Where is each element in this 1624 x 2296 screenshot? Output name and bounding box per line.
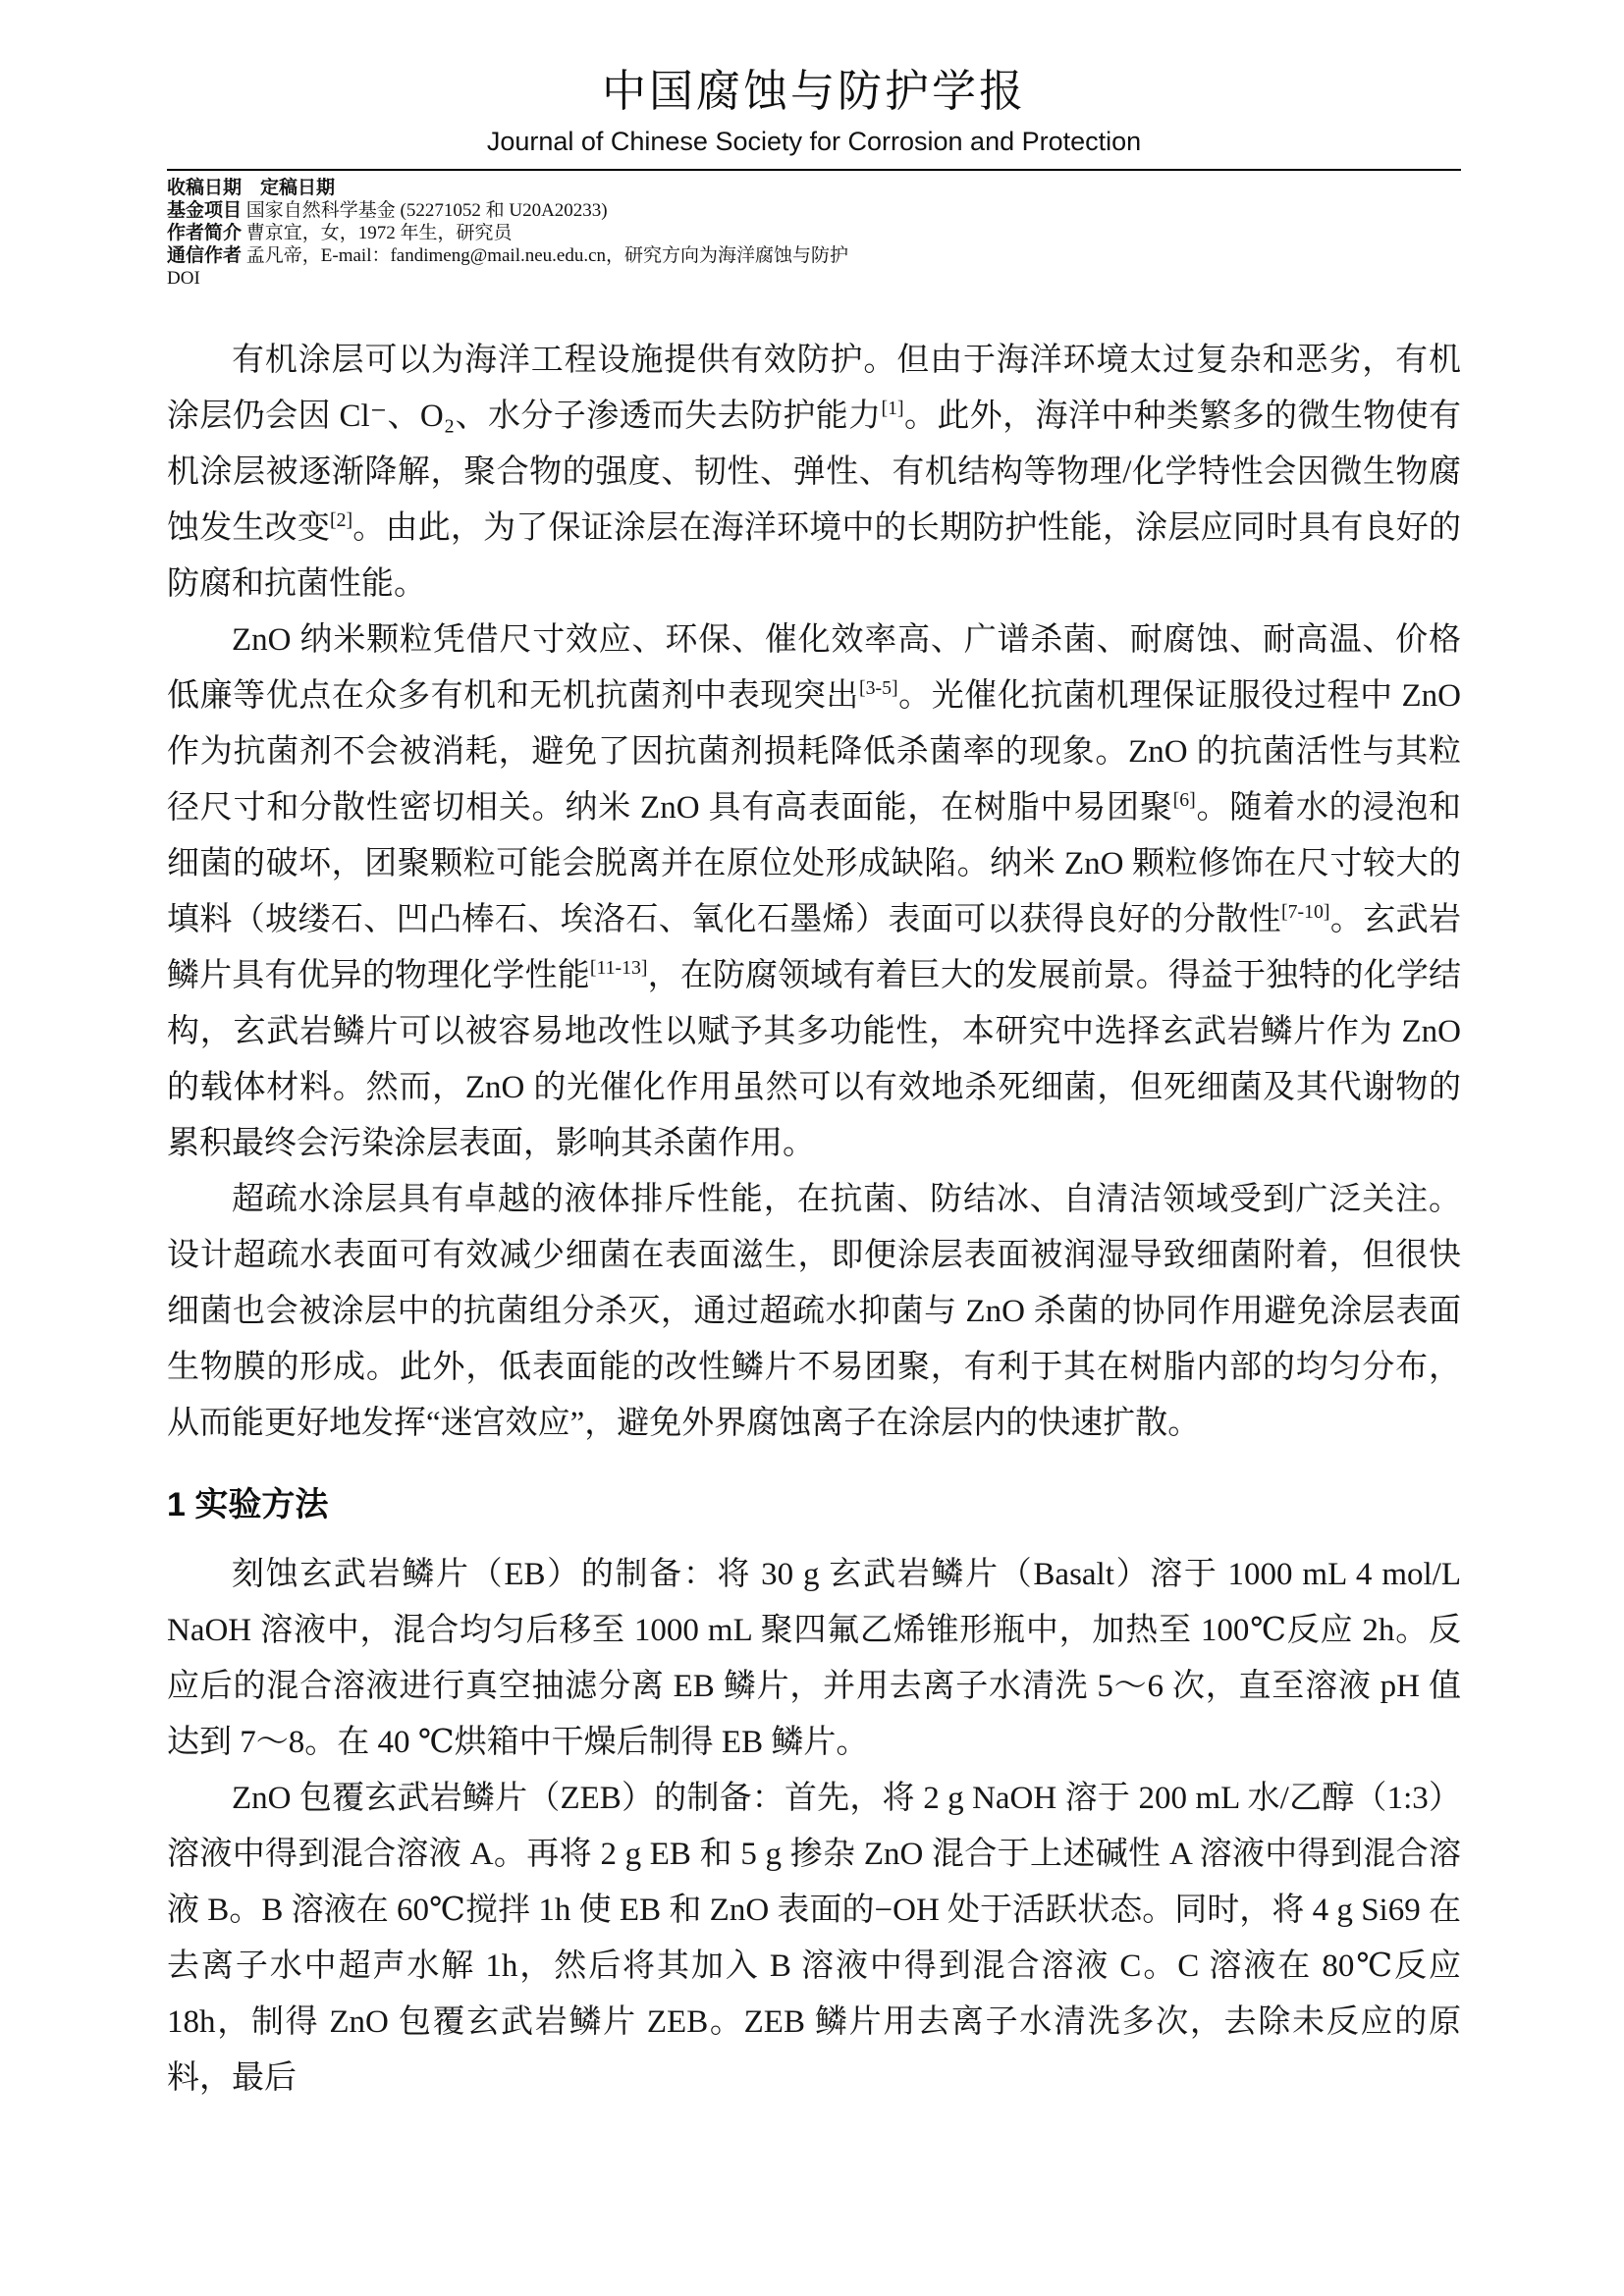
paragraph-zeb-preparation: ZnO 包覆玄武岩鳞片（ZEB）的制备：首先，将 2 g NaOH 溶于 200 mL 水/乙醇（1:3）溶液中得到混合溶液 A。再将 2 g EB 和 5 g 掺杂 ZnO 混合于上述碱性 A 溶液中得到混合溶液 B。B 溶液在 60℃搅拌 1h 使 EB 和 ZnO 表面的−OH 处于活跃状态。同时，将 4 g Si69 在去离子水中超声水解 1h，然后将其加入 B 溶液中得到混合溶液 C。C 溶液在 80℃反应 18h，制得 ZnO 包覆玄武岩鳞片 ZEB。ZEB 鳞片用去离子水清洗多次，去除未反应的原料，最后 [167,1781,1461,2096]
section-heading-experimental-methods: 1 实验方法 [167,1486,329,1523]
footnote-received-accepted-dates: 收稿日期 定稿日期 [167,178,336,198]
journal-title-chinese: 中国腐蚀与防护学报 [601,67,1026,116]
journal-title-english: Journal of Chinese Society for Corrosion and Protection [486,127,1142,156]
paragraph-organic-coatings-intro: 有机涂层可以为海洋工程设施提供有效防护。但由于海洋环境太过复杂和恶劣，有机涂层仍会因 Cl⁻、O₂、水分子渗透而失去防护能力[1]。此外，海洋中种类繁多的微生物使有机涂层被逐渐降解，聚合物的强度、韧性、弹性、有机结构等物理/化学特性会因微生物腐蚀发生改变[2]。由此，为了保证涂层在海洋环境中的长期防护性能，涂层应同时具有良好的防腐和抗菌性能。 [167,343,1462,602]
footnote-author-bio: 作者简介 曹京宜，女，1972 年生，研究员 [167,223,513,243]
footnote-doi: DOI [167,268,200,289]
paragraph-eb-preparation: 刻蚀玄武岩鳞片（EB）的制备：将 30 g 玄武岩鳞片（Basalt）溶于 1000 mL 4 mol/L NaOH 溶液中，混合均匀后移至 1000 mL 聚四氟乙烯锥形瓶中，加热至 100℃反应 2h。反应后的混合溶液进行真空抽滤分离 EB 鳞片，并用去离子水清洗 5～6 次，直至溶液 pH 值达到 7～8。在 40 ℃烘箱中干燥后制得 EB 鳞片。 [167,1557,1461,1760]
manuscript-footnote-block [167,169,1461,290]
paragraph-zno-nanoparticles: ZnO 纳米颗粒凭借尺寸效应、环保、催化效率高、广谱杀菌、耐腐蚀、耐高温、价格低廉等优点在众多有机和无机抗菌剂中表现突出[3-5]。光催化抗菌机理保证服役过程中 ZnO 作为抗菌剂不会被消耗，避免了因抗菌剂损耗降低杀菌率的现象。ZnO 的抗菌活性与其粒径尺寸和分散性密切相关。纳米 ZnO 具有高表面能，在树脂中易团聚[6]。随着水的浸泡和细菌的破坏，团聚颗粒可能会脱离并在原位处形成缺陷。纳米 ZnO 颗粒修饰在尺寸较大的填料（坡缕石、凹凸棒石、埃洛石、氧化石墨烯）表面可以获得良好的分散性[7-10]。玄武岩鳞片具有优异的物理化学性能[11-13]，在防腐领域有着巨大的发展前景。得益于独特的化学结构，玄武岩鳞片可以被容易地改性以赋予其多功能性，本研究中选择玄武岩鳞片作为 ZnO 的载体材料。然而，ZnO 的光催化作用虽然可以有效地杀死细菌，但死细菌及其代谢物的累积最终会污染涂层表面，影响其杀菌作用。 [167,622,1462,1161]
article-body [167,333,1461,2107]
footnote-corresponding-author: 通信作者 孟凡帝，E-mail：fandimeng@mail.neu.edu.cn，研究方向为海洋腐蚀与防护 [167,245,849,266]
paragraph-superhydrophobic-coatings: 超疏水涂层具有卓越的液体排斥性能，在抗菌、防结冰、自清洁领域受到广泛关注。设计超疏水表面可有效减少细菌在表面滋生，即便涂层表面被润湿导致细菌附着，但很快细菌也会被涂层中的抗菌组分杀灭，通过超疏水抑菌与 ZnO 杀菌的协同作用避免涂层表面生物膜的形成。此外，低表面能的改性鳞片不易团聚，有利于其在树脂内部的均匀分布，从而能更好地发挥“迷宫效应”，避免外界腐蚀离子在涂层内的快速扩散。 [167,1182,1461,1441]
footnote-funding: 基金项目 国家自然科学基金 (52271052 和 U20A20233) [167,200,608,221]
